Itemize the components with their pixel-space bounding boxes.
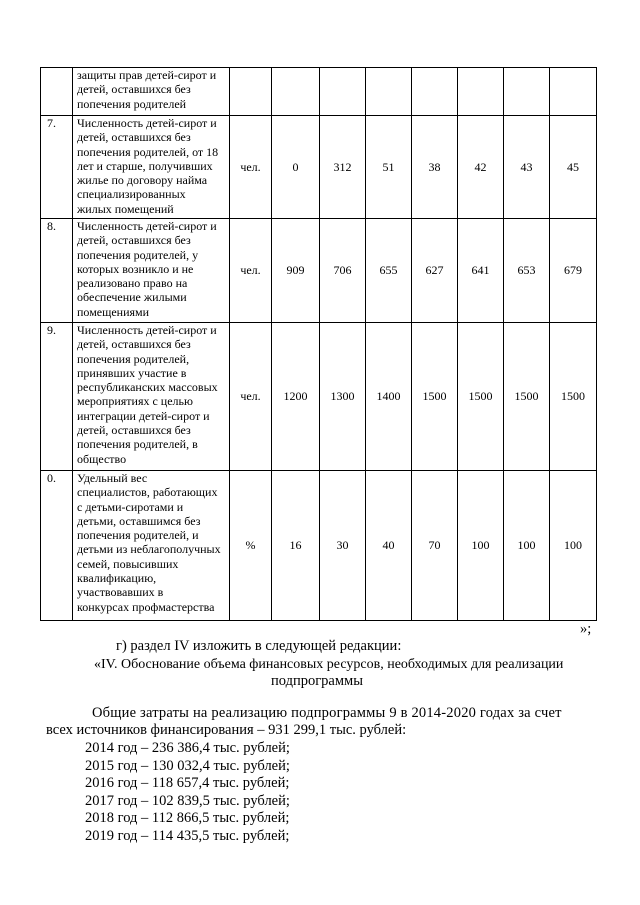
section-title-line2: подпрограммы bbox=[271, 673, 363, 689]
value-cell: 100 bbox=[550, 471, 597, 621]
description-line: квалификацию, bbox=[77, 571, 157, 586]
value-cell: 100 bbox=[458, 471, 504, 621]
value-cell: 1300 bbox=[320, 323, 366, 471]
indicator-description bbox=[73, 471, 230, 621]
description-line: Удельный вес bbox=[77, 471, 148, 485]
description-line: принявших участие в bbox=[77, 365, 187, 380]
unit-cell: % bbox=[230, 471, 272, 621]
description-line: общество bbox=[77, 451, 127, 466]
value-cell: 909 bbox=[272, 219, 320, 323]
value-cell: 0 bbox=[272, 116, 320, 219]
year-line-2015: 2015 год – 130 032,4 тыс. рублей; bbox=[85, 758, 290, 774]
value-cell: 16 bbox=[272, 471, 320, 621]
description-line: Численность детей-сирот и bbox=[77, 219, 217, 233]
value-cell: 42 bbox=[458, 116, 504, 219]
unit-cell: чел. bbox=[230, 323, 272, 471]
description-line: специалистов, работающих bbox=[77, 485, 218, 500]
description-line: интеграции детей-сирот и bbox=[77, 408, 210, 423]
description-line: детей, оставшихся без bbox=[77, 82, 191, 97]
description-line: участвовавших в bbox=[77, 585, 164, 600]
year-line-2017: 2017 год – 102 839,5 тыс. рублей; bbox=[85, 793, 290, 809]
description-line: Численность детей-сирот и bbox=[77, 116, 217, 130]
value-cell: 30 bbox=[320, 471, 366, 621]
value-cell: 1500 bbox=[412, 323, 458, 471]
indicators-table bbox=[40, 67, 597, 621]
value-cell: 38 bbox=[412, 116, 458, 219]
value-cell: 655 bbox=[366, 219, 412, 323]
description-line: жилье по договору найма bbox=[77, 173, 208, 188]
description-line: которых возникло и не bbox=[77, 261, 194, 276]
body-line1: Общие затраты на реализацию подпрограммы 9 в 2014-2020 годах за счет bbox=[92, 705, 562, 721]
row-number: 0. bbox=[41, 471, 73, 621]
description-line: защиты прав детей-сирот и bbox=[77, 68, 217, 82]
description-line: конкурсах профмастерства bbox=[77, 599, 215, 614]
unit-cell: чел. bbox=[230, 116, 272, 219]
body-line2: всех источников финансирования – 931 299,1 тыс. рублей: bbox=[46, 722, 407, 738]
value-cell: 1500 bbox=[504, 323, 550, 471]
unit-cell: чел. bbox=[230, 219, 272, 323]
table-row bbox=[41, 219, 597, 323]
value-cell bbox=[504, 68, 550, 116]
description-line: жилых помещений bbox=[77, 201, 174, 216]
quote-end: »; bbox=[580, 621, 592, 637]
description-line: попечения родителей, в bbox=[77, 437, 198, 452]
description-line: с детьми-сиротами и bbox=[77, 499, 184, 514]
unit-cell bbox=[230, 68, 272, 116]
value-cell: 706 bbox=[320, 219, 366, 323]
value-cell: 51 bbox=[366, 116, 412, 219]
value-cell: 100 bbox=[504, 471, 550, 621]
description-line: лет и старше, получивших bbox=[77, 158, 213, 173]
value-cell bbox=[272, 68, 320, 116]
description-line: детьми из неблагополучных bbox=[77, 542, 221, 557]
value-cell: 627 bbox=[412, 219, 458, 323]
value-cell: 641 bbox=[458, 219, 504, 323]
description-line: попечения родителей, bbox=[77, 351, 190, 366]
indicator-description bbox=[73, 68, 230, 116]
value-cell bbox=[550, 68, 597, 116]
description-line: попечения родителей, у bbox=[77, 247, 199, 262]
table-row bbox=[41, 116, 597, 219]
value-cell: 1200 bbox=[272, 323, 320, 471]
value-cell bbox=[458, 68, 504, 116]
table-body bbox=[41, 68, 597, 621]
value-cell: 40 bbox=[366, 471, 412, 621]
value-cell: 70 bbox=[412, 471, 458, 621]
description-line: Численность детей-сирот и bbox=[77, 323, 217, 337]
table-row bbox=[41, 68, 597, 116]
table-row bbox=[41, 323, 597, 471]
value-cell: 43 bbox=[504, 116, 550, 219]
value-cell: 679 bbox=[550, 219, 597, 323]
description-line: республиканских массовых bbox=[77, 380, 218, 395]
description-line: мероприятиях с целью bbox=[77, 394, 193, 409]
table-row bbox=[41, 471, 597, 621]
description-line: попечения родителей, и bbox=[77, 528, 199, 543]
year-line-2014: 2014 год – 236 386,4 тыс. рублей; bbox=[85, 740, 290, 756]
description-line: детей, оставшихся без bbox=[77, 233, 191, 248]
year-line-2019: 2019 год – 114 435,5 тыс. рублей; bbox=[85, 828, 290, 844]
description-line: детей, оставшихся без bbox=[77, 423, 191, 438]
year-line-2016: 2016 год – 118 657,4 тыс. рублей; bbox=[85, 775, 290, 791]
value-cell: 312 bbox=[320, 116, 366, 219]
row-number: 7. bbox=[41, 116, 73, 219]
row-number bbox=[41, 68, 73, 116]
description-line: детьми, оставшимся без bbox=[77, 513, 201, 528]
description-line: реализовано право на bbox=[77, 276, 188, 291]
value-cell: 1500 bbox=[550, 323, 597, 471]
description-line: специализированных bbox=[77, 187, 186, 202]
description-line: помещениями bbox=[77, 304, 150, 319]
value-cell: 653 bbox=[504, 219, 550, 323]
section-title-line1: «IV. Обоснование объема финансовых ресурсов, необходимых для реализации bbox=[94, 657, 564, 672]
value-cell bbox=[412, 68, 458, 116]
value-cell: 1400 bbox=[366, 323, 412, 471]
indicator-description bbox=[73, 323, 230, 471]
description-line: попечения родителей, от 18 bbox=[77, 144, 219, 159]
description-line: детей, оставшихся без bbox=[77, 337, 191, 352]
description-line: семей, повысивших bbox=[77, 556, 179, 571]
description-line: попечения родителей bbox=[77, 96, 187, 111]
year-line-2018: 2018 год – 112 866,5 тыс. рублей; bbox=[85, 810, 290, 826]
indicator-description bbox=[73, 116, 230, 219]
description-line: детей, оставшихся без bbox=[77, 130, 191, 145]
indicator-description bbox=[73, 219, 230, 323]
value-cell: 45 bbox=[550, 116, 597, 219]
row-number: 8. bbox=[41, 219, 73, 323]
paragraph-g: г) раздел IV изложить в следующей редакции: bbox=[116, 638, 402, 654]
row-number: 9. bbox=[41, 323, 73, 471]
description-line: обеспечение жилыми bbox=[77, 290, 187, 305]
value-cell bbox=[320, 68, 366, 116]
value-cell bbox=[366, 68, 412, 116]
value-cell: 1500 bbox=[458, 323, 504, 471]
